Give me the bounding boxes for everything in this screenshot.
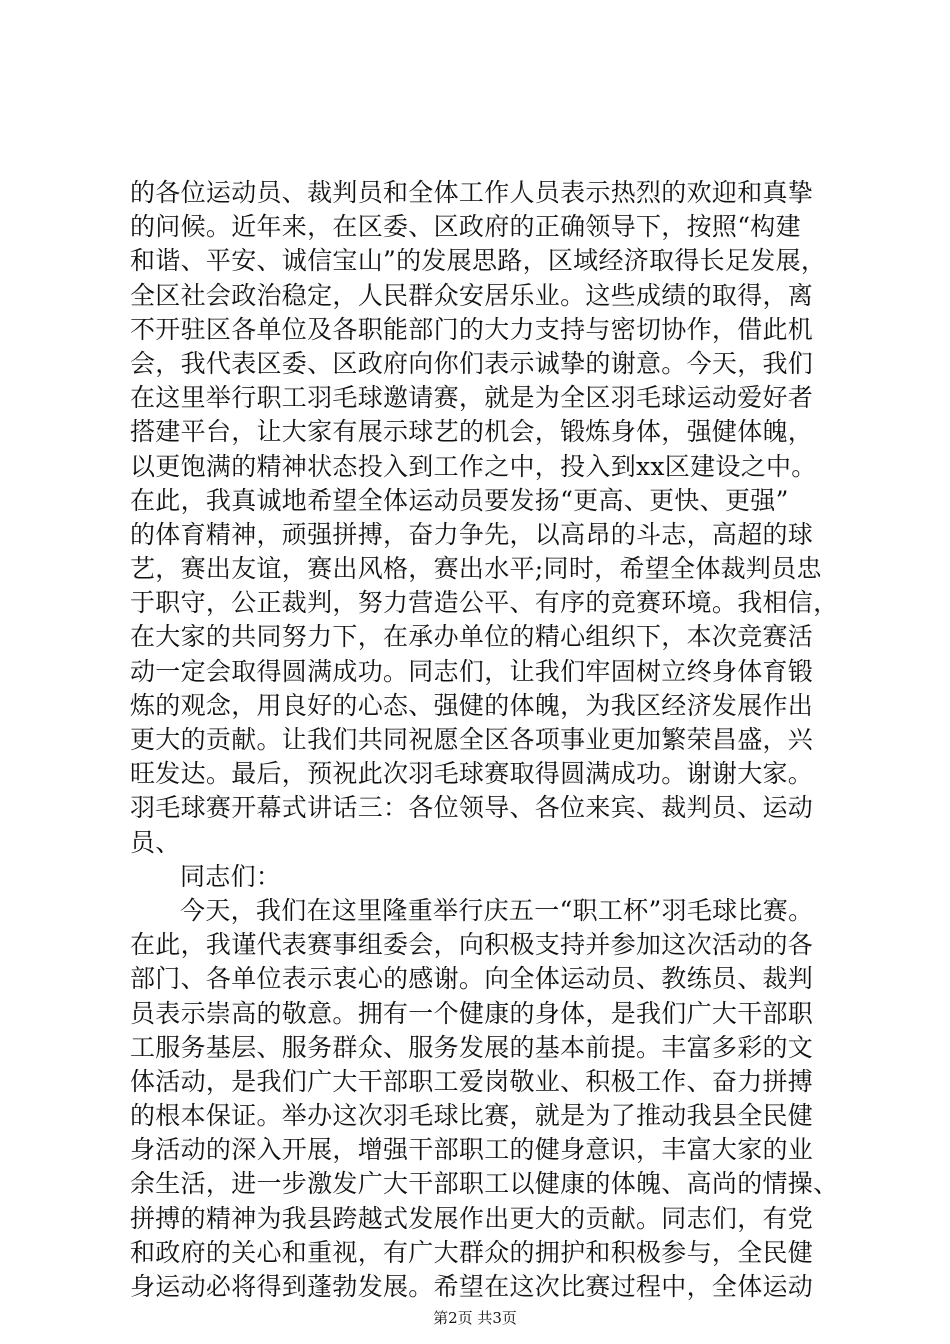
text-line: 身运动必将得到蓬勃发展。希望在这次比赛过程中，全体运动 xyxy=(130,1272,814,1301)
text-line: 和谐、平安、诚信宝山”的发展思路，区域经济取得长足发展， xyxy=(130,246,827,276)
text-line: 更大的贡献。让我们共同祝愿全区各项事业更加繁荣昌盛，兴 xyxy=(130,725,814,754)
text-line: 搭建平台，让大家有展示球艺的机会，锻炼身体，强健体魄， xyxy=(130,417,814,447)
text-line: 身活动的深入开展，增强干部职工的健身意识，丰富大家的业 xyxy=(130,1135,814,1165)
text-line: 炼的观念，用良好的心态、强健的体魄，为我区经济发展作出 xyxy=(130,690,814,720)
text-line: 于职守，公正裁判，努力营造公平、有序的竞赛环境。我相信， xyxy=(130,588,839,618)
text-line: 以更饱满的精神状态投入到工作之中，投入到xx区建设之中。 xyxy=(130,451,817,481)
text-line: 余生活，进一步激发广大干部职工以健康的体魄、高尚的情操、 xyxy=(130,1169,839,1199)
text-line: 羽毛球赛开幕式讲话三：各位领导、各位来宾、裁判员、运动 xyxy=(130,793,814,823)
text-line: 艺，赛出友谊，赛出风格，赛出水平;同时，希望全体裁判员忠 xyxy=(130,554,822,584)
text-line: 的根本保证。举办这次羽毛球比赛，就是为了推动我县全民健 xyxy=(130,1101,814,1131)
text-line: 和政府的关心和重视，有广大群众的拥护和积极参与，全民健 xyxy=(130,1237,814,1267)
text-line: 部门、各单位表示衷心的感谢。向全体运动员、教练员、裁判 xyxy=(130,964,814,994)
text-line: 的各位运动员、裁判员和全体工作人员表示热烈的欢迎和真挚 xyxy=(130,178,814,207)
text-line: 会，我代表区委、区政府向你们表示诚挚的谢意。今天，我们 xyxy=(130,348,814,378)
text-line: 的问候。近年来，在区委、区政府的正确领导下，按照“构建 xyxy=(130,212,801,242)
text-line: 在此，我谨代表赛事组委会，向积极支持并参加这次活动的各 xyxy=(130,930,814,960)
text-line: 员表示崇高的敬意。拥有一个健康的身体，是我们广大干部职 xyxy=(130,998,814,1028)
text-line: 动一定会取得圆满成功。同志们，让我们牢固树立终身体育锻 xyxy=(130,656,814,686)
text-line: 体活动，是我们广大干部职工爱岗敬业、积极工作、奋力拼搏 xyxy=(130,1066,814,1096)
text-line: 员、 xyxy=(130,827,181,857)
text-line: 的体育精神，顽强拼搏，奋力争先，以高昂的斗志，高超的球 xyxy=(130,519,814,549)
text-line: 工服务基层、服务群众、服务发展的基本前提。丰富多彩的文 xyxy=(130,1032,814,1062)
page-number-footer: 第2页 共3页 xyxy=(433,1309,517,1327)
text-line: 在这里举行职工羽毛球邀请赛，就是为全区羽毛球运动爱好者 xyxy=(130,383,814,413)
text-line: 在大家的共同努力下，在承办单位的精心组织下，本次竞赛活 xyxy=(130,622,814,652)
text-line: 不开驻区各单位及各职能部门的大力支持与密切协作，借此机 xyxy=(130,314,814,344)
text-line: 旺发达。最后，预祝此次羽毛球赛取得圆满成功。谢谢大家。 xyxy=(130,759,814,789)
body-text xyxy=(130,176,839,1304)
text-line: 在此，我真诚地希望全体运动员要发扬“更高、更快、更强” xyxy=(130,485,789,515)
text-line: 拼搏的精神为我县跨越式发展作出更大的贡献。同志们，有党 xyxy=(130,1203,814,1233)
salutation-line: 同志们： xyxy=(180,861,282,891)
text-line: 全区社会政治稳定，人民群众安居乐业。这些成绩的取得，离 xyxy=(130,280,814,310)
paragraph-start-line: 今天，我们在这里隆重举行庆五一“职工杯”羽毛球比赛。 xyxy=(180,895,814,925)
